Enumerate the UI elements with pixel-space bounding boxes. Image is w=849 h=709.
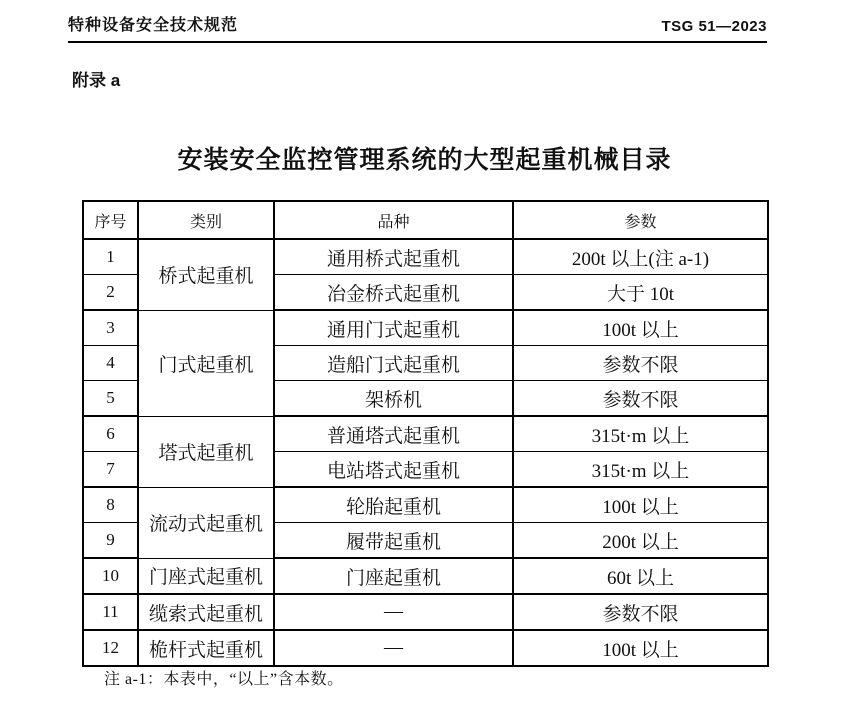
cell-variety: 履带起重机 <box>274 523 513 559</box>
cell-no: 3 <box>83 310 138 346</box>
cell-parameter: 100t 以上 <box>513 310 768 346</box>
cell-parameter: 60t 以上 <box>513 558 768 594</box>
cell-variety: 通用门式起重机 <box>274 310 513 346</box>
table-row <box>83 558 768 594</box>
cell-category: 流动式起重机 <box>138 487 274 558</box>
cell-variety: 轮胎起重机 <box>274 487 513 523</box>
cell-category: 门式起重机 <box>138 310 274 416</box>
cell-parameter: 315t·m 以上 <box>513 416 768 452</box>
cell-variety: 造船门式起重机 <box>274 346 513 381</box>
cell-no: 10 <box>83 558 138 594</box>
column-header-category: 类别 <box>138 201 274 239</box>
cell-no: 6 <box>83 416 138 452</box>
cell-parameter: 200t 以上(注 a-1) <box>513 239 768 275</box>
table-row <box>83 594 768 630</box>
cell-parameter: 315t·m 以上 <box>513 452 768 488</box>
cell-parameter: 参数不限 <box>513 346 768 381</box>
column-header-parameter: 参数 <box>513 201 768 239</box>
cell-category: 门座式起重机 <box>138 558 274 594</box>
cell-category: 塔式起重机 <box>138 416 274 487</box>
table-row <box>83 487 768 523</box>
cell-no: 8 <box>83 487 138 523</box>
table-row <box>83 630 768 666</box>
cell-variety: 门座起重机 <box>274 558 513 594</box>
cell-no: 7 <box>83 452 138 488</box>
table-row <box>83 310 768 346</box>
table-header-row <box>83 201 768 239</box>
cell-variety: — <box>274 630 513 666</box>
cell-parameter: 100t 以上 <box>513 630 768 666</box>
column-header-no: 序号 <box>83 201 138 239</box>
footnote: 注 a-1：本表中，“以上”含本数。 <box>104 671 344 688</box>
spec-title: 特种设备安全技术规范 <box>68 17 239 34</box>
cell-no: 2 <box>83 275 138 311</box>
cell-parameter: 参数不限 <box>513 381 768 417</box>
cell-no: 4 <box>83 346 138 381</box>
cell-category: 桥式起重机 <box>138 239 274 310</box>
crane-catalog-table <box>82 200 769 667</box>
cell-no: 9 <box>83 523 138 559</box>
cell-parameter: 200t 以上 <box>513 523 768 559</box>
cell-no: 1 <box>83 239 138 275</box>
cell-parameter: 参数不限 <box>513 594 768 630</box>
cell-no: 5 <box>83 381 138 417</box>
cell-variety: — <box>274 594 513 630</box>
cell-variety: 普通塔式起重机 <box>274 416 513 452</box>
cell-variety: 架桥机 <box>274 381 513 417</box>
table-row <box>83 239 768 275</box>
column-header-variety: 品种 <box>274 201 513 239</box>
cell-category: 桅杆式起重机 <box>138 630 274 666</box>
cell-no: 12 <box>83 630 138 666</box>
cell-variety: 通用桥式起重机 <box>274 239 513 275</box>
table-row <box>83 416 768 452</box>
cell-variety: 电站塔式起重机 <box>274 452 513 488</box>
cell-parameter: 大于 10t <box>513 275 768 311</box>
cell-category: 缆索式起重机 <box>138 594 274 630</box>
page-header <box>68 12 767 43</box>
cell-variety: 冶金桥式起重机 <box>274 275 513 311</box>
page-title: 安装安全监控管理系统的大型起重机械目录 <box>177 146 672 174</box>
cell-parameter: 100t 以上 <box>513 487 768 523</box>
appendix-label: 附录 a <box>72 71 121 90</box>
doc-number: TSG 51—2023 <box>661 18 767 35</box>
cell-no: 11 <box>83 594 138 630</box>
